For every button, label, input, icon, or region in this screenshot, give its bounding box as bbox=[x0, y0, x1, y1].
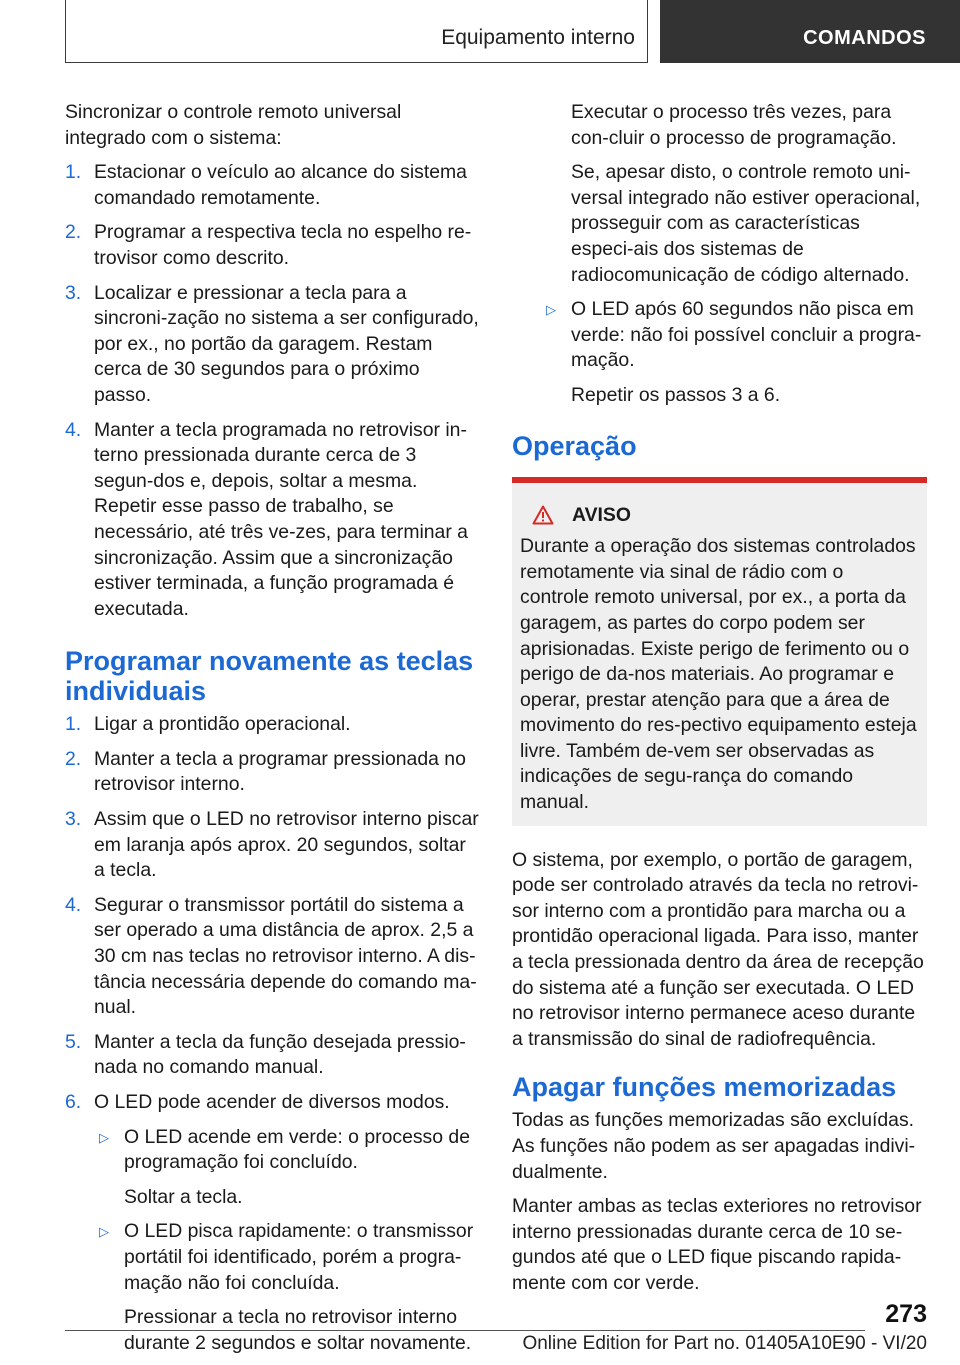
step-text: Manter a tecla da função desejada pressio‐nada no comando manual. bbox=[94, 1030, 466, 1079]
sub-item-text: O LED acende em verde: o processo de programação foi concluído. bbox=[124, 1125, 470, 1174]
sub-item-follow: Soltar a tecla. bbox=[124, 1185, 243, 1208]
heading-delete-functions: Apagar funções memorizadas bbox=[512, 1072, 897, 1103]
list-item bbox=[541, 297, 927, 408]
warning-title-row bbox=[532, 503, 917, 529]
list-item bbox=[65, 893, 480, 1021]
triangle-right-icon: ▷ bbox=[99, 1129, 109, 1145]
step-number: 2. bbox=[65, 221, 82, 244]
list-item bbox=[65, 418, 480, 623]
step-number: 3. bbox=[65, 281, 82, 304]
continued-paragraph: Se, apesar disto, o controle remoto uni‐versal integrado não estiver operacional, prosseguir com as características especi‐ais dos sistemas de radiocomunicação de código alternado. bbox=[571, 161, 921, 286]
sub-item-follow: Repetir os passos 3 a 6. bbox=[571, 383, 781, 406]
list-item bbox=[94, 1125, 480, 1211]
triangle-right-icon: ▷ bbox=[546, 302, 556, 318]
list-item bbox=[94, 1219, 480, 1356]
step-text: Estacionar o veículo ao alcance do sistema comandado remotamente. bbox=[94, 161, 467, 209]
list-item bbox=[65, 281, 480, 409]
sub-item-text: O LED após 60 segundos não pisca em verde: não foi possível concluir a progra‐mação. bbox=[571, 298, 922, 372]
step-text: Assim que o LED no retrovisor interno piscar em laranja após aprox. 20 segundos, soltar a tecla. bbox=[94, 808, 479, 882]
heading-operation: Operação bbox=[512, 430, 637, 461]
header-chapter-tab bbox=[660, 0, 960, 63]
step-number: 4. bbox=[65, 893, 82, 916]
heading-reprogram-keys: Programar novamente as teclas individuais bbox=[65, 646, 474, 707]
reprogram-steps-list bbox=[65, 712, 480, 1356]
sub-item-text: O LED pisca rapidamente: o transmissor portátil foi identificado, porém a progra‐mação não foi concluída. bbox=[124, 1220, 474, 1294]
edition-note: Online Edition for Part no. 01405A10E90 - VI/20 bbox=[522, 1333, 927, 1354]
led-modes-list bbox=[94, 1125, 480, 1357]
sub-item-follow: Pressionar a tecla no retrovisor interno durante 2 segundos e soltar novamente. bbox=[124, 1306, 472, 1354]
delete-paragraph-1: Todas as funções memorizadas são excluídas. As funções não podem as ser apagadas indivi‐dualmente. bbox=[512, 1109, 916, 1183]
step-number: 1. bbox=[65, 713, 82, 736]
list-item bbox=[65, 1090, 480, 1356]
step-number: 1. bbox=[65, 161, 82, 184]
list-item bbox=[65, 712, 480, 738]
list-item bbox=[65, 220, 480, 271]
step-text: Manter a tecla programada no retrovisor in‐terno pressionada durante cerca de 3 segun‐dos e, depois, soltar a mesma. Repetir esse passo de trabalho, se necessário, até três ve‐zes, para terminar a sincronização. Assim que a sincronização estiver terminada, a função programada é executada. bbox=[94, 418, 468, 620]
step-number: 3. bbox=[65, 808, 82, 831]
header-chapter-title: COMANDOS bbox=[803, 27, 926, 49]
warning-title: AVISO bbox=[572, 503, 631, 526]
warning-text: Durante a operação dos sistemas controlados remotamente via sinal de rádio com o controle remoto universal, por ex., a porta da garagem, as partes do corpo podem ser aprisionadas. Existe perigo de ferimento ou o perigo de da‐nos materiais. Ao programar e operar, prestar atenção para que a área de movimento do res‐pectivo equipamento esteja livre. Também de‐vem ser observadas as indicações de segu‐rança do comando manual. bbox=[520, 535, 917, 814]
list-item bbox=[65, 747, 480, 798]
continued-paragraph: Executar o processo três vezes, para con‐cluir o processo de programação. bbox=[571, 101, 897, 149]
step-text: Ligar a prontidão operacional. bbox=[94, 713, 351, 736]
step-number: 5. bbox=[65, 1030, 82, 1053]
step-text: Localizar e pressionar a tecla para a sincroni‐zação no sistema a ser configurado, por ex., no portão da garagem. Restam cerca de 30 segundos para o próximo passo. bbox=[94, 281, 479, 406]
step-number: 6. bbox=[65, 1091, 82, 1113]
header-section-box bbox=[65, 0, 648, 63]
list-item bbox=[65, 807, 480, 884]
right-column bbox=[512, 100, 927, 1306]
footer-divider bbox=[65, 1330, 865, 1331]
header-section-title: Equipamento interno bbox=[441, 26, 635, 49]
operation-paragraph: O sistema, por exemplo, o portão de garagem, pode ser controlado através da tecla no retrovi‐sor interno com a prontidão para marcha ou a prontidão operacional ligada. Para isso, manter a tecla pressionada dentro da área de recepção do sistema até a função ser executada. O LED no retrovisor interno permanece aceso durante a transmissão do sinal de radiofrequência. bbox=[512, 848, 924, 1050]
intro-paragraph: Sincronizar o controle remoto universal integrado com o sistema: bbox=[65, 101, 402, 149]
step-text: Programar a respectiva tecla no espelho re‐trovisor como descrito. bbox=[94, 221, 472, 269]
page-number: 273 bbox=[885, 1300, 927, 1328]
list-item bbox=[65, 160, 480, 211]
step-number: 4. bbox=[65, 418, 82, 441]
list-item bbox=[65, 1030, 480, 1081]
warning-box bbox=[512, 477, 927, 826]
step-text: Segurar o transmissor portátil do sistema a ser operado a uma distância de aprox. 2,5 a 30 cm nas teclas no retrovisor interno. A dis‐tância necessária depende do comando ma‐nual. bbox=[94, 893, 477, 1019]
sync-steps-list bbox=[65, 160, 480, 622]
left-column bbox=[65, 100, 480, 1365]
step-text: O LED pode acender de diversos modos. bbox=[94, 1091, 450, 1113]
warning-triangle-icon bbox=[532, 505, 554, 525]
triangle-right-icon: ▷ bbox=[99, 1224, 109, 1240]
step-text: Manter a tecla a programar pressionada no retrovisor interno. bbox=[94, 747, 466, 796]
delete-paragraph-2: Manter ambas as teclas exteriores no retrovisor interno pressionadas durante cerca de 10 se‐gundos até que o LED fique piscando rapida‐mente com cor verde. bbox=[512, 1195, 922, 1294]
step-number: 2. bbox=[65, 747, 82, 770]
led-modes-list-continued bbox=[541, 297, 927, 408]
